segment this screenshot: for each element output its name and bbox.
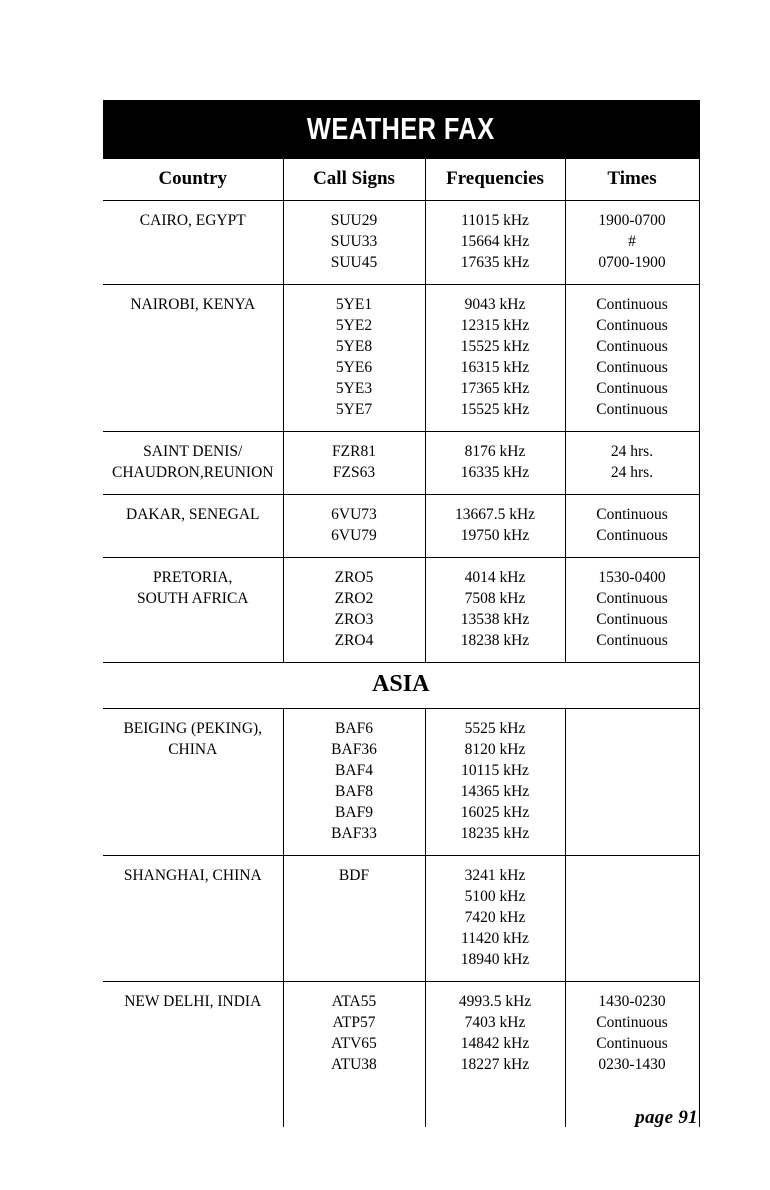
cell-frequencies-item: 13538 kHz (460, 611, 530, 628)
cell-times-item: Continuous (596, 401, 668, 418)
region-section-label: ASIA (103, 663, 699, 709)
cell-country: CAIRO, EGYPT (103, 201, 283, 285)
cell-call_signs-item: BAF4 (335, 762, 373, 779)
cell-frequencies-item: 15664 kHz (460, 233, 530, 250)
cell-frequencies-item: 15525 kHz (460, 401, 530, 418)
cell-frequencies (425, 201, 565, 285)
table-row (103, 558, 699, 663)
column-header-call-signs: Call Signs (283, 159, 425, 201)
cell-frequencies-item: 8120 kHz (464, 741, 526, 758)
cell-call_signs-item: ATP57 (332, 1014, 376, 1031)
cell-times-item: 1430-0230 (598, 993, 666, 1010)
cell-call_signs-item: 5YE7 (335, 401, 373, 418)
cell-call_signs-item: ATU38 (331, 1056, 377, 1073)
cell-frequencies-item: 7508 kHz (464, 590, 526, 607)
cell-call_signs-item: 5YE3 (335, 380, 373, 397)
cell-frequencies-item: 11015 kHz (461, 212, 529, 229)
cell-frequencies-item: 3241 kHz (464, 867, 526, 884)
cell-frequencies-item: 7403 kHz (464, 1014, 526, 1031)
cell-call_signs-item: BAF6 (335, 720, 373, 737)
cell-frequencies (425, 982, 565, 1128)
table-row (103, 856, 699, 982)
cell-call_signs (283, 982, 425, 1128)
banner-cell (103, 100, 699, 159)
table-row (103, 982, 699, 1128)
cell-call_signs-item: ZRO2 (334, 590, 374, 607)
cell-call_signs-item: ATV65 (331, 1035, 377, 1052)
cell-frequencies (425, 856, 565, 982)
table-body (103, 100, 699, 1127)
cell-times (565, 856, 699, 982)
cell-country: SAINT DENIS/ CHAUDRON,REUNION (103, 432, 283, 495)
document-title: WEATHER FAX (306, 111, 495, 146)
cell-call_signs-item: 5YE1 (335, 296, 373, 313)
cell-frequencies-item: 4014 kHz (464, 569, 526, 586)
cell-frequencies-item: 4993.5 kHz (458, 993, 532, 1010)
table-row (103, 285, 699, 432)
cell-frequencies-item: 16315 kHz (460, 359, 530, 376)
cell-country: SHANGHAI, CHINA (103, 856, 283, 982)
cell-times (565, 201, 699, 285)
cell-frequencies-item: 18238 kHz (460, 632, 530, 649)
cell-frequencies (425, 285, 565, 432)
cell-frequencies-item: 18940 kHz (460, 951, 530, 968)
cell-call_signs-item: 5YE2 (335, 317, 373, 334)
cell-call_signs-item: 6VU79 (331, 527, 377, 544)
cell-frequencies-item: 9043 kHz (464, 296, 526, 313)
cell-times-item: 24 hrs. (610, 443, 654, 460)
column-header-frequencies: Frequencies (425, 159, 565, 201)
cell-call_signs-item: 5YE8 (335, 338, 373, 355)
cell-frequencies-item: 13667.5 kHz (454, 506, 536, 523)
cell-frequencies-item: 15525 kHz (460, 338, 530, 355)
cell-call_signs-item: BAF33 (331, 825, 377, 842)
cell-call_signs-item: BAF9 (335, 804, 373, 821)
cell-times-item: Continuous (596, 590, 668, 607)
cell-frequencies-item: 16025 kHz (460, 804, 530, 821)
cell-call_signs (283, 432, 425, 495)
cell-frequencies-item: 18235 kHz (460, 825, 530, 842)
cell-times-item: Continuous (596, 527, 668, 544)
cell-frequencies (425, 558, 565, 663)
cell-call_signs-item: ATA55 (331, 993, 377, 1010)
cell-times-item: # (628, 233, 636, 250)
cell-call_signs-item: SUU29 (330, 212, 378, 229)
cell-country: PRETORIA, SOUTH AFRICA (103, 558, 283, 663)
cell-frequencies-item: 5525 kHz (464, 720, 526, 737)
cell-country: NEW DELHI, INDIA (124, 993, 262, 1010)
weather-fax-table (103, 100, 700, 1127)
table-row (103, 709, 699, 856)
cell-frequencies-item: 17365 kHz (460, 380, 530, 397)
cell-times (565, 285, 699, 432)
table-row (103, 201, 699, 285)
cell-frequencies-item: 17635 kHz (460, 254, 530, 271)
cell-times-item: 1900-0700 (598, 212, 666, 229)
cell-call_signs (283, 285, 425, 432)
cell-times-item: Continuous (596, 611, 668, 628)
cell-times-item: 1530-0400 (598, 569, 666, 586)
cell-times (565, 982, 699, 1128)
cell-times-item: 0230-1430 (598, 1056, 666, 1073)
cell-country: NAIROBI, KENYA (103, 285, 283, 432)
cell-frequencies-item: 8176 kHz (464, 443, 526, 460)
cell-frequencies-item: 10115 kHz (461, 762, 529, 779)
cell-frequencies-item: 18227 kHz (460, 1056, 530, 1073)
region-section-row (103, 663, 699, 709)
cell-times-item: Continuous (596, 317, 668, 334)
cell-frequencies-item: 7420 kHz (464, 909, 526, 926)
cell-call_signs (283, 709, 425, 856)
cell-times-item: 0700-1900 (598, 254, 666, 271)
cell-call_signs-item: BAF8 (335, 783, 373, 800)
cell-frequencies-item: 19750 kHz (460, 527, 530, 544)
cell-call_signs (283, 856, 425, 982)
cell-call_signs-item: SUU33 (330, 233, 378, 250)
cell-times-item: Continuous (596, 1014, 668, 1031)
cell-call_signs-item: ZRO5 (334, 569, 374, 586)
cell-times-item: Continuous (596, 1035, 668, 1052)
cell-call_signs-item: ZRO4 (334, 632, 374, 649)
table-row (103, 495, 699, 558)
cell-call_signs-item: 6VU73 (331, 506, 377, 523)
cell-frequencies-item: 5100 kHz (464, 888, 526, 905)
cell-frequencies-item: 11420 kHz (461, 930, 529, 947)
cell-call_signs (283, 201, 425, 285)
cell-frequencies (425, 495, 565, 558)
cell-times-item: Continuous (596, 380, 668, 397)
column-header-times: Times (565, 159, 699, 201)
cell-frequencies-item: 14842 kHz (460, 1035, 530, 1052)
page-number: page 91 (635, 1107, 698, 1128)
cell-times (565, 495, 699, 558)
cell-frequencies (425, 709, 565, 856)
cell-times-item: Continuous (596, 506, 668, 523)
table-banner-row (103, 100, 699, 159)
cell-frequencies-item: 16335 kHz (460, 464, 530, 481)
cell-call_signs-item: SUU45 (330, 254, 378, 271)
column-header-country: Country (103, 159, 283, 201)
cell-frequencies-item: 12315 kHz (460, 317, 530, 334)
cell-frequencies (425, 432, 565, 495)
cell-times-item: Continuous (596, 359, 668, 376)
cell-times (565, 558, 699, 663)
cell-country: BEIGING (PEKING), CHINA (103, 709, 283, 856)
cell-call_signs-item: FZS63 (332, 464, 376, 481)
cell-call_signs-item: ZRO3 (334, 611, 374, 628)
cell-times-item: 24 hrs. (610, 464, 654, 481)
cell-call_signs (283, 495, 425, 558)
cell-country: DAKAR, SENEGAL (103, 495, 283, 558)
table-header-row (103, 159, 699, 201)
cell-times (565, 432, 699, 495)
cell-call_signs-item: 5YE6 (335, 359, 373, 376)
cell-times-item: Continuous (596, 632, 668, 649)
cell-call_signs-item: BAF36 (331, 741, 377, 758)
table-row (103, 432, 699, 495)
cell-times-item: Continuous (596, 296, 668, 313)
cell-call_signs-item: BDF (338, 867, 370, 884)
cell-times-item: Continuous (596, 338, 668, 355)
cell-call_signs (283, 558, 425, 663)
cell-call_signs-item: FZR81 (332, 443, 376, 460)
cell-frequencies-item: 14365 kHz (460, 783, 530, 800)
cell-times (565, 709, 699, 856)
